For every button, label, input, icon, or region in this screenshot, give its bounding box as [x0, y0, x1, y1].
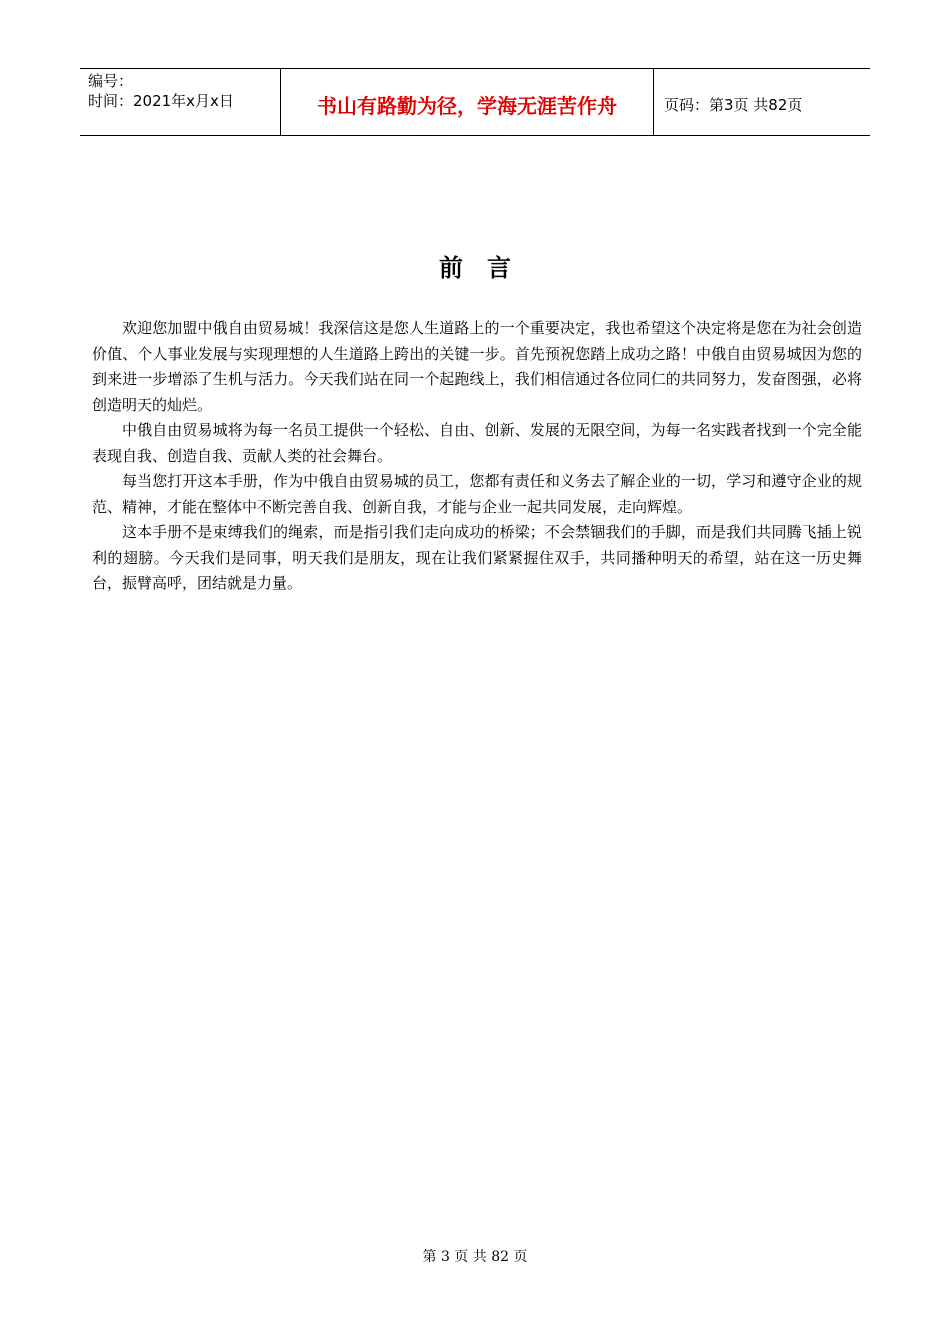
time-label: 时间：2021年x月x日 [88, 92, 234, 110]
page-title: 前言 [439, 254, 535, 282]
header-left-cell [80, 69, 281, 135]
paragraph: 欢迎您加盟中俄自由贸易城！我深信这是您人生道路上的一个重要决定，我也希望这个决定将是您在为社会创造价值、个人事业发展与实现理想的人生道路上跨出的关键一步。首先预祝您踏上成功之路！中俄自由贸易城因为您的到来进一步增添了生机与活力。今天我们站在同一个起跑线上，我们相信通过各位同仁的共同努力，发奋图强，必将创造明天的灿烂。 [92, 319, 862, 414]
paragraph: 中俄自由贸易城将为每一名员工提供一个轻松、自由、创新、发展的无限空间，为每一名实践者找到一个完全能表现自我、创造自我、贡献人类的社会舞台。 [92, 421, 862, 465]
number-label: 编号： [88, 72, 134, 90]
header-table [80, 68, 870, 136]
paragraph: 每当您打开这本手册，作为中俄自由贸易城的员工，您都有责任和义务去了解企业的一切，学习和遵守企业的规范、精神，才能在整体中不断完善自我、创新自我，才能与企业一起共同发展，走向辉煌。 [92, 472, 862, 516]
paragraph: 这本手册不是束缚我们的绳索，而是指引我们走向成功的桥梁；不会禁锢我们的手脚，而是我们共同腾飞插上锐利的翅膀。今天我们是同事，明天我们是朋友，现在让我们紧紧握住双手，共同播种明天的希望，站在这一历史舞台，振臂高呼，团结就是力量。 [92, 523, 862, 592]
body-text [92, 316, 862, 597]
header-page-info: 页码：第3页 共82页 [664, 95, 803, 114]
page-footer: 第 3 页 共 82 页 [422, 1249, 528, 1265]
header-motto: 书山有路勤为径，学海无涯苦作舟 [281, 69, 654, 135]
